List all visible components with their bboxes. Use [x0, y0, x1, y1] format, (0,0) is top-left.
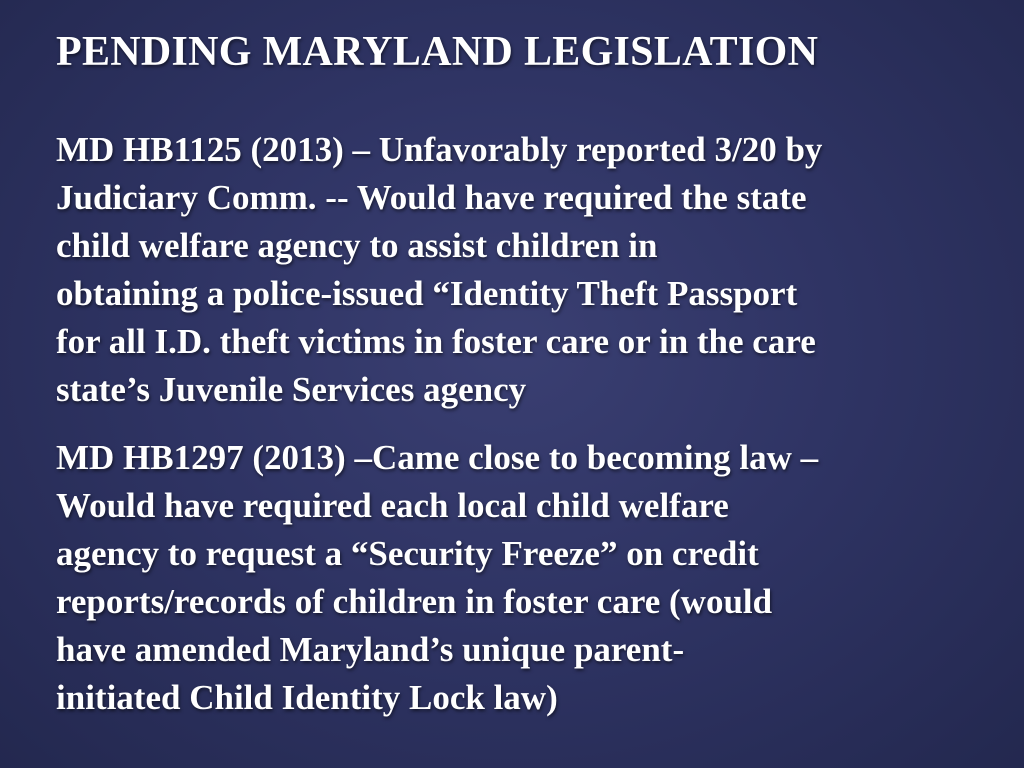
slide-body — [56, 126, 986, 722]
paragraph-md-hb1125: MD HB1125 (2013) – Unfavorably reported 3/20 by Judiciary Comm. -- Would have required the state child welfare agency to assist children in obtaining a police-issued “Identity Theft Passport for all I.D. theft victims in foster care or in the care state’s Juvenile Services agency — [56, 130, 823, 409]
paragraph-md-hb1297: MD HB1297 (2013) –Came close to becoming law – Would have required each local child welfare agency to request a “Security Freeze” on credit reports/records of children in foster care (would have amended Maryland’s unique parent- initiated Child Identity Lock law) — [56, 438, 819, 717]
slide-title: PENDING MARYLAND LEGISLATION — [56, 29, 819, 75]
